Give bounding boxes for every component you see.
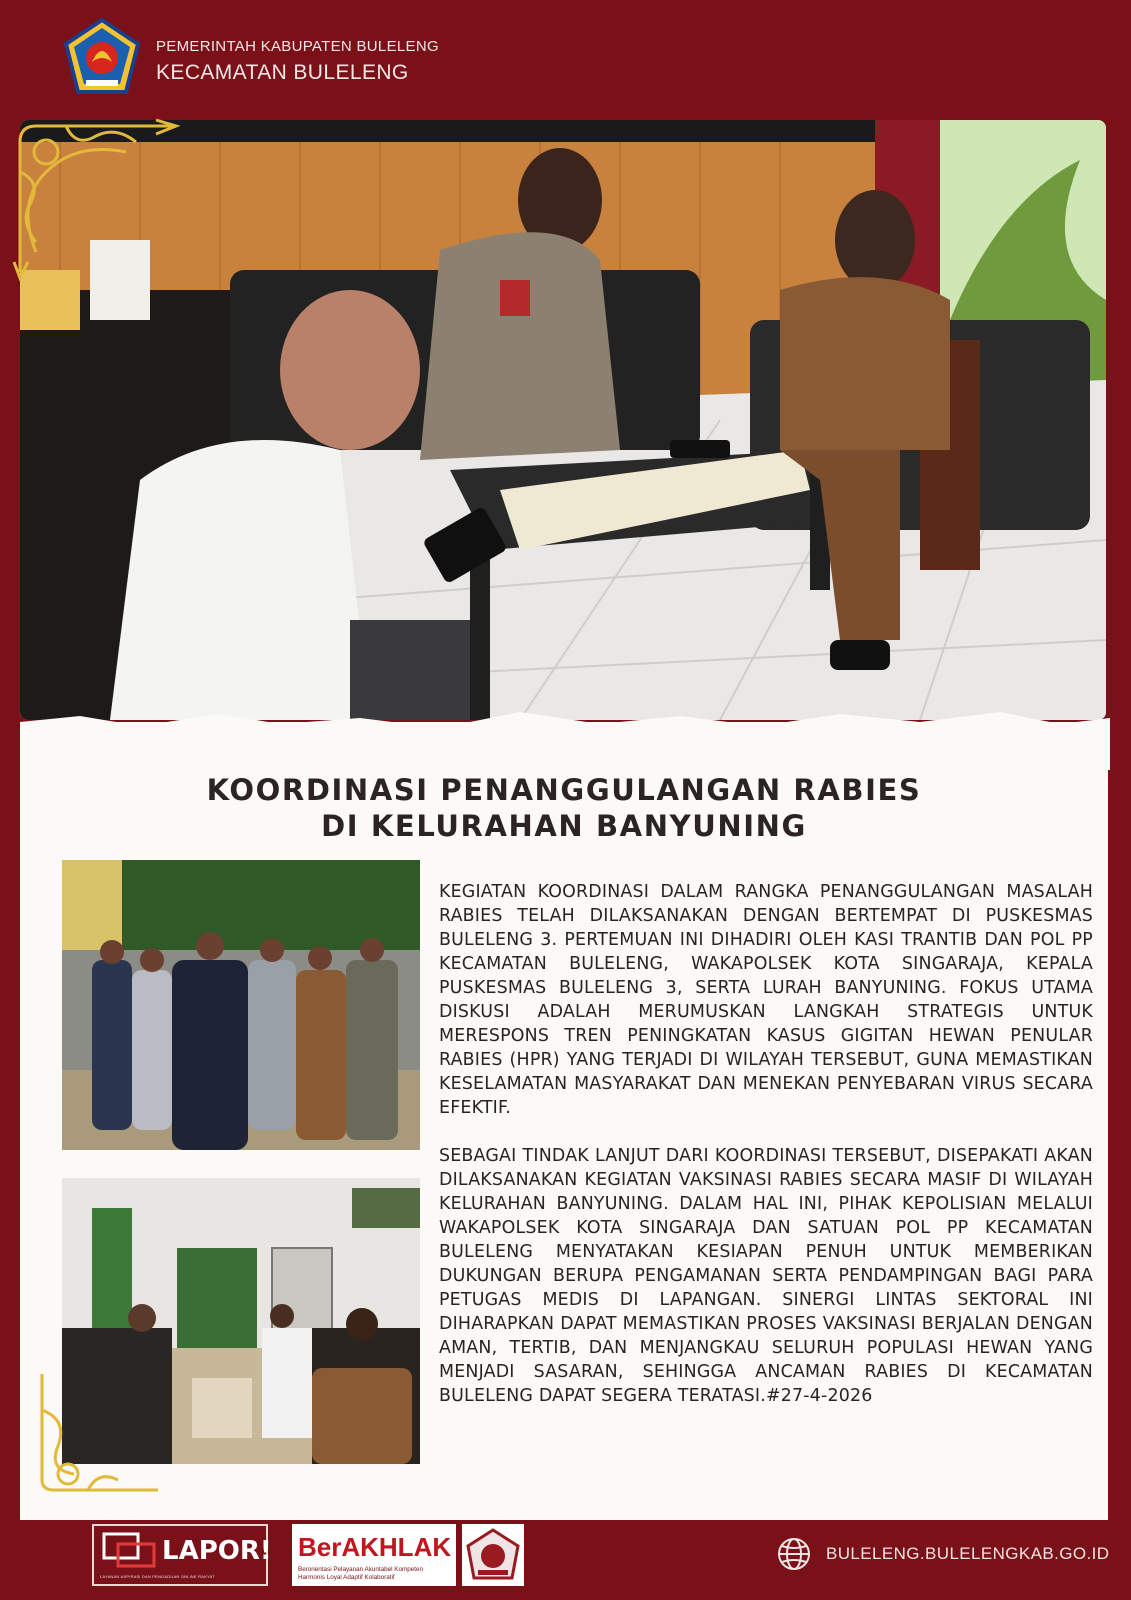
torn-paper-edge (20, 700, 1110, 770)
berakhlak-tagline: Berorientasi Pelayanan Akuntabel Kompeten Harmonis Loyal Adaptif Kolaboratif (298, 1566, 423, 1581)
organization-name (156, 38, 439, 85)
article-title (20, 772, 1108, 844)
office-label: KECAMATAN BULELENG (156, 61, 409, 84)
article-paragraph-1: KEGIATAN KOORDINASI DALAM RANGKA PENANGGULANGAN MASALAH RABIES TELAH DILAKSANAKAN DENGAN BERTEMPAT DI PUSKESMAS BULELENG 3. PERTEMUAN INI DIHADIRI OLEH KASI TRANTIB DAN POL PP KECAMATAN BULELENG, WAKAPOLSEK KOTA SINGARAJA, KEPALA PUSKESMAS BULELENG 3, SERTA LURAH BANYUNING. FOKUS UTAMA DISKUSI ADALAH MERUMUSKAN LANGKAH STRATEGIS UNTUK MERESPONS TREN PENINGKATAN KASUS GIGITAN HEWAN PENULAR RABIES (HPR) YANG TERJADI DI WILAYAH TERSEBUT, GUNA MEMASTIKAN KESELAMATAN MASYARAKAT DAN MENEKAN PENYEBARAN VIRUS SECARA EFEKTIF. (439, 882, 1093, 1118)
seal-logo-icon (462, 1524, 524, 1586)
ornament-flourish-icon (28, 1370, 168, 1500)
berakhlak-badge[interactable] (292, 1524, 456, 1586)
lapor-badge[interactable] (92, 1524, 272, 1586)
footer (0, 1520, 1131, 1600)
hero-photo (20, 120, 1106, 720)
lapor-label: LAPOR! (162, 1536, 272, 1566)
berakhlak-label: BerAKHLAK (298, 1532, 452, 1562)
title-line-2: DI KELURAHAN BANYUNING (321, 809, 807, 843)
lapor-tagline: LAYANAN ASPIRASI DAN PENGADUAN ONLINE RAKYAT (100, 1574, 215, 1579)
title-line-1: KOORDINASI PENANGGULANGAN RABIES (206, 773, 922, 807)
regency-crest-icon (64, 18, 140, 98)
lapor-logo-icon (102, 1532, 158, 1570)
ornament-corner-icon (6, 112, 182, 282)
field-team-photo (62, 860, 420, 1150)
meeting-photo-illustration (20, 120, 1106, 720)
website-link[interactable] (776, 1536, 1109, 1572)
article-paragraph-2: SEBAGAI TINDAK LANJUT DARI KOORDINASI TERSEBUT, DISEPAKATI AKAN DILAKSANAKAN KEGIATAN VAKSINASI RABIES SECARA MASIF DI WILAYAH KELURAHAN BANYUNING. DALAM HAL INI, PIHAK KEPOLISIAN MELALUI WAKAPOLSEK KOTA SINGARAJA DAN SATUAN POL PP KECAMATAN BULELENG MENYATAKAN KESIAPAN PENUH UNTUK MEMBERIKAN DUKUNGAN BERUPA PENGAMANAN SERTA PENDAMPINGAN BAGI PARA PETUGAS MEDIS DI LAPANGAN. SINERGI LINTAS SEKTORAL INI DIHARAPKAN DAPAT MEMASTIKAN PROSES VAKSINASI BERJALAN DENGAN AMAN, TERTIB, DAN MENJANGKAU SELURUH POPULASI HEWAN YANG MENJADI SASARAN, SEHINGGA ANCAMAN RABIES DI KECAMATAN BULELENG DAPAT SEGERA TERATASI.#27-4-2026 (439, 1146, 1093, 1406)
government-label: PEMERINTAH KABUPATEN BULELENG (156, 38, 439, 55)
header (0, 0, 1131, 118)
article-body (439, 880, 1093, 1432)
website-url: BULELENG.BULELENGKAB.GO.ID (826, 1544, 1110, 1563)
globe-icon (776, 1536, 812, 1572)
seal-badge[interactable] (462, 1524, 524, 1586)
